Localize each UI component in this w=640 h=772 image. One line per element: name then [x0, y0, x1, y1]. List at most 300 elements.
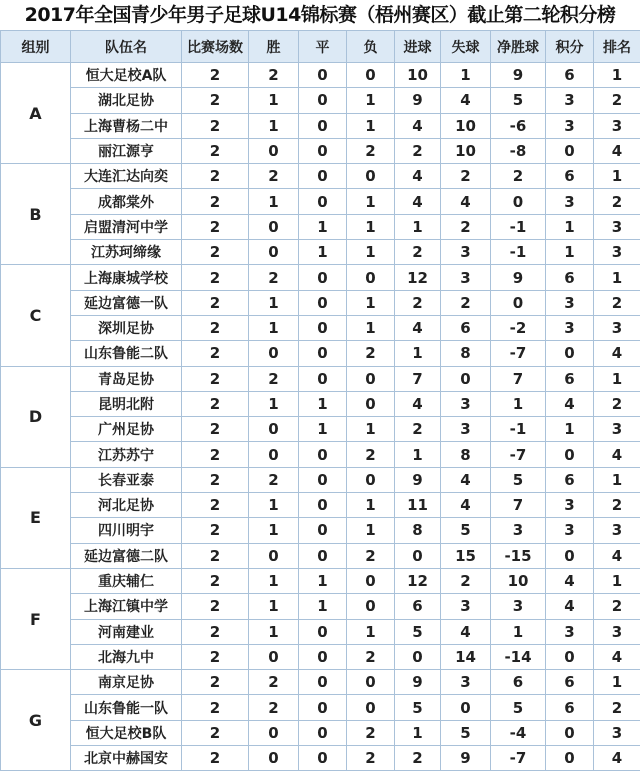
- losses-cell: 1: [347, 290, 395, 315]
- losses-cell: 2: [347, 644, 395, 669]
- team-name-cell: 大连汇达向奕: [71, 164, 182, 189]
- goal-diff-cell: -14: [491, 644, 546, 669]
- goals-against-cell: 3: [441, 670, 491, 695]
- played-cell: 2: [182, 518, 249, 543]
- team-name-cell: 山东鲁能一队: [71, 695, 182, 720]
- played-cell: 2: [182, 88, 249, 113]
- goals-against-cell: 4: [441, 189, 491, 214]
- wins-cell: 2: [249, 366, 299, 391]
- points-cell: 6: [546, 670, 594, 695]
- table-row: [1, 366, 640, 391]
- wins-cell: 2: [249, 265, 299, 290]
- goals-for-cell: 1: [395, 720, 441, 745]
- losses-cell: 0: [347, 391, 395, 416]
- wins-cell: 0: [249, 138, 299, 163]
- table-row: [1, 214, 640, 239]
- rank-cell: 4: [594, 543, 640, 568]
- draws-cell: 0: [299, 290, 347, 315]
- played-cell: 2: [182, 695, 249, 720]
- team-name-cell: 启盟清河中学: [71, 214, 182, 239]
- played-cell: 2: [182, 366, 249, 391]
- points-cell: 0: [546, 341, 594, 366]
- played-cell: 2: [182, 670, 249, 695]
- losses-cell: 0: [347, 164, 395, 189]
- wins-cell: 1: [249, 568, 299, 593]
- losses-cell: 2: [347, 341, 395, 366]
- rank-cell: 2: [594, 290, 640, 315]
- draws-cell: 0: [299, 720, 347, 745]
- goals-for-cell: 10: [395, 63, 441, 88]
- draws-cell: 0: [299, 63, 347, 88]
- goal-diff-cell: 9: [491, 265, 546, 290]
- goals-against-cell: 2: [441, 164, 491, 189]
- goals-for-cell: 6: [395, 594, 441, 619]
- goals-against-cell: 4: [441, 619, 491, 644]
- rank-cell: 3: [594, 720, 640, 745]
- goals-against-cell: 2: [441, 290, 491, 315]
- goals-for-cell: 12: [395, 265, 441, 290]
- points-cell: 1: [546, 214, 594, 239]
- table-row: [1, 543, 640, 568]
- table-row: [1, 493, 640, 518]
- draws-cell: 0: [299, 619, 347, 644]
- played-cell: 2: [182, 290, 249, 315]
- goals-for-cell: 4: [395, 189, 441, 214]
- team-name-cell: 长春亚泰: [71, 467, 182, 492]
- draws-cell: 1: [299, 214, 347, 239]
- group-label: B: [1, 164, 71, 265]
- goal-diff-cell: -1: [491, 417, 546, 442]
- team-name-cell: 山东鲁能二队: [71, 341, 182, 366]
- team-name-cell: 上海江镇中学: [71, 594, 182, 619]
- draws-cell: 0: [299, 670, 347, 695]
- rank-cell: 3: [594, 214, 640, 239]
- draws-cell: 0: [299, 467, 347, 492]
- points-cell: 3: [546, 315, 594, 340]
- played-cell: 2: [182, 240, 249, 265]
- draws-cell: 1: [299, 391, 347, 416]
- points-cell: 3: [546, 518, 594, 543]
- played-cell: 2: [182, 189, 249, 214]
- rank-cell: 1: [594, 467, 640, 492]
- header-draws: 平: [299, 31, 347, 63]
- losses-cell: 1: [347, 113, 395, 138]
- table-row: [1, 594, 640, 619]
- header-wins: 胜: [249, 31, 299, 63]
- rank-cell: 3: [594, 113, 640, 138]
- points-cell: 6: [546, 467, 594, 492]
- played-cell: 2: [182, 315, 249, 340]
- goals-for-cell: 4: [395, 391, 441, 416]
- team-name-cell: 上海曹杨二中: [71, 113, 182, 138]
- team-name-cell: 广州足协: [71, 417, 182, 442]
- goals-against-cell: 0: [441, 366, 491, 391]
- wins-cell: 0: [249, 417, 299, 442]
- goals-for-cell: 0: [395, 543, 441, 568]
- rank-cell: 1: [594, 366, 640, 391]
- team-name-cell: 成都棠外: [71, 189, 182, 214]
- goals-against-cell: 1: [441, 63, 491, 88]
- table-row: [1, 442, 640, 467]
- goals-for-cell: 0: [395, 644, 441, 669]
- goal-diff-cell: 5: [491, 88, 546, 113]
- points-cell: 4: [546, 594, 594, 619]
- goal-diff-cell: 0: [491, 189, 546, 214]
- rank-cell: 3: [594, 315, 640, 340]
- points-cell: 1: [546, 240, 594, 265]
- team-name-cell: 南京足协: [71, 670, 182, 695]
- played-cell: 2: [182, 568, 249, 593]
- team-name-cell: 青岛足协: [71, 366, 182, 391]
- played-cell: 2: [182, 341, 249, 366]
- team-name-cell: 延边富德二队: [71, 543, 182, 568]
- goals-against-cell: 3: [441, 265, 491, 290]
- losses-cell: 1: [347, 240, 395, 265]
- draws-cell: 0: [299, 746, 347, 771]
- goals-against-cell: 4: [441, 493, 491, 518]
- group-label: G: [1, 670, 71, 771]
- losses-cell: 0: [347, 265, 395, 290]
- group-label: C: [1, 265, 71, 366]
- wins-cell: 1: [249, 391, 299, 416]
- wins-cell: 2: [249, 695, 299, 720]
- draws-cell: 0: [299, 644, 347, 669]
- played-cell: 2: [182, 467, 249, 492]
- goals-against-cell: 10: [441, 113, 491, 138]
- team-name-cell: 江苏珂缔缘: [71, 240, 182, 265]
- goals-for-cell: 9: [395, 467, 441, 492]
- played-cell: 2: [182, 543, 249, 568]
- goals-for-cell: 2: [395, 746, 441, 771]
- goals-for-cell: 11: [395, 493, 441, 518]
- draws-cell: 0: [299, 518, 347, 543]
- rank-cell: 1: [594, 164, 640, 189]
- table-row: [1, 695, 640, 720]
- goal-diff-cell: -7: [491, 341, 546, 366]
- goal-diff-cell: -7: [491, 442, 546, 467]
- wins-cell: 0: [249, 214, 299, 239]
- losses-cell: 1: [347, 214, 395, 239]
- losses-cell: 0: [347, 695, 395, 720]
- rank-cell: 3: [594, 619, 640, 644]
- page-title: 2017年全国青少年男子足球U14锦标赛（梧州赛区）截止第二轮积分榜: [24, 4, 616, 26]
- draws-cell: 1: [299, 240, 347, 265]
- points-cell: 3: [546, 619, 594, 644]
- rank-cell: 3: [594, 240, 640, 265]
- goals-against-cell: 6: [441, 315, 491, 340]
- losses-cell: 0: [347, 63, 395, 88]
- table-row: [1, 113, 640, 138]
- goal-diff-cell: 7: [491, 366, 546, 391]
- group-label: D: [1, 366, 71, 467]
- goal-diff-cell: 2: [491, 164, 546, 189]
- losses-cell: 1: [347, 417, 395, 442]
- header-points: 积分: [546, 31, 594, 63]
- points-cell: 0: [546, 644, 594, 669]
- points-cell: 6: [546, 695, 594, 720]
- wins-cell: 0: [249, 341, 299, 366]
- table-row: [1, 467, 640, 492]
- played-cell: 2: [182, 113, 249, 138]
- played-cell: 2: [182, 442, 249, 467]
- goal-diff-cell: -6: [491, 113, 546, 138]
- wins-cell: 0: [249, 720, 299, 745]
- goals-for-cell: 9: [395, 670, 441, 695]
- goals-against-cell: 2: [441, 214, 491, 239]
- played-cell: 2: [182, 214, 249, 239]
- draws-cell: 1: [299, 568, 347, 593]
- points-cell: 6: [546, 366, 594, 391]
- draws-cell: 0: [299, 493, 347, 518]
- table-row: [1, 619, 640, 644]
- goals-for-cell: 5: [395, 619, 441, 644]
- goals-for-cell: 2: [395, 417, 441, 442]
- wins-cell: 1: [249, 189, 299, 214]
- table-row: [1, 417, 640, 442]
- header-rank: 排名: [594, 31, 640, 63]
- goals-for-cell: 8: [395, 518, 441, 543]
- points-cell: 6: [546, 265, 594, 290]
- team-name-cell: 河北足协: [71, 493, 182, 518]
- rank-cell: 2: [594, 695, 640, 720]
- losses-cell: 1: [347, 493, 395, 518]
- wins-cell: 1: [249, 493, 299, 518]
- draws-cell: 0: [299, 695, 347, 720]
- points-cell: 4: [546, 568, 594, 593]
- table-row: [1, 189, 640, 214]
- rank-cell: 4: [594, 644, 640, 669]
- points-cell: 1: [546, 417, 594, 442]
- goals-for-cell: 1: [395, 442, 441, 467]
- wins-cell: 1: [249, 88, 299, 113]
- goal-diff-cell: 1: [491, 619, 546, 644]
- goals-for-cell: 2: [395, 138, 441, 163]
- draws-cell: 1: [299, 594, 347, 619]
- team-name-cell: 深圳足协: [71, 315, 182, 340]
- losses-cell: 0: [347, 594, 395, 619]
- rank-cell: 4: [594, 341, 640, 366]
- table-row: [1, 391, 640, 416]
- played-cell: 2: [182, 391, 249, 416]
- rank-cell: 1: [594, 670, 640, 695]
- team-name-cell: 恒大足校A队: [71, 63, 182, 88]
- draws-cell: 0: [299, 138, 347, 163]
- goals-for-cell: 12: [395, 568, 441, 593]
- goal-diff-cell: -1: [491, 240, 546, 265]
- team-name-cell: 河南建业: [71, 619, 182, 644]
- rank-cell: 4: [594, 138, 640, 163]
- goals-against-cell: 3: [441, 391, 491, 416]
- goal-diff-cell: -8: [491, 138, 546, 163]
- goal-diff-cell: 5: [491, 467, 546, 492]
- table-row: [1, 746, 640, 771]
- goals-for-cell: 4: [395, 315, 441, 340]
- header-goal-diff: 净胜球: [491, 31, 546, 63]
- wins-cell: 2: [249, 670, 299, 695]
- losses-cell: 2: [347, 720, 395, 745]
- header-row: [1, 31, 640, 63]
- goal-diff-cell: 9: [491, 63, 546, 88]
- goals-against-cell: 3: [441, 594, 491, 619]
- draws-cell: 1: [299, 417, 347, 442]
- table-row: [1, 315, 640, 340]
- team-name-cell: 昆明北附: [71, 391, 182, 416]
- losses-cell: 2: [347, 442, 395, 467]
- rank-cell: 2: [594, 594, 640, 619]
- goals-for-cell: 2: [395, 240, 441, 265]
- goal-diff-cell: 1: [491, 391, 546, 416]
- played-cell: 2: [182, 164, 249, 189]
- header-losses: 负: [347, 31, 395, 63]
- points-cell: 6: [546, 164, 594, 189]
- goal-diff-cell: -2: [491, 315, 546, 340]
- table-row: [1, 63, 640, 88]
- played-cell: 2: [182, 720, 249, 745]
- team-name-cell: 湖北足协: [71, 88, 182, 113]
- played-cell: 2: [182, 493, 249, 518]
- points-cell: 3: [546, 290, 594, 315]
- rank-cell: 1: [594, 265, 640, 290]
- points-cell: 3: [546, 493, 594, 518]
- points-cell: 6: [546, 63, 594, 88]
- table-row: [1, 644, 640, 669]
- team-name-cell: 北海九中: [71, 644, 182, 669]
- points-cell: 0: [546, 746, 594, 771]
- team-name-cell: 江苏苏宁: [71, 442, 182, 467]
- losses-cell: 1: [347, 189, 395, 214]
- group-label: E: [1, 467, 71, 568]
- wins-cell: 1: [249, 619, 299, 644]
- points-cell: 0: [546, 442, 594, 467]
- wins-cell: 0: [249, 240, 299, 265]
- goal-diff-cell: 0: [491, 290, 546, 315]
- goal-diff-cell: 3: [491, 518, 546, 543]
- played-cell: 2: [182, 63, 249, 88]
- wins-cell: 1: [249, 594, 299, 619]
- played-cell: 2: [182, 138, 249, 163]
- draws-cell: 0: [299, 543, 347, 568]
- draws-cell: 0: [299, 315, 347, 340]
- goal-diff-cell: 10: [491, 568, 546, 593]
- rank-cell: 4: [594, 746, 640, 771]
- goals-for-cell: 2: [395, 290, 441, 315]
- draws-cell: 0: [299, 88, 347, 113]
- wins-cell: 0: [249, 442, 299, 467]
- draws-cell: 0: [299, 442, 347, 467]
- wins-cell: 2: [249, 63, 299, 88]
- group-label: A: [1, 63, 71, 164]
- team-name-cell: 四川明宇: [71, 518, 182, 543]
- losses-cell: 0: [347, 670, 395, 695]
- header-goals-against: 失球: [441, 31, 491, 63]
- losses-cell: 1: [347, 88, 395, 113]
- points-cell: 0: [546, 543, 594, 568]
- goals-against-cell: 14: [441, 644, 491, 669]
- losses-cell: 1: [347, 619, 395, 644]
- table-row: [1, 164, 640, 189]
- goals-against-cell: 8: [441, 442, 491, 467]
- goal-diff-cell: -4: [491, 720, 546, 745]
- table-row: [1, 518, 640, 543]
- losses-cell: 0: [347, 568, 395, 593]
- goals-against-cell: 3: [441, 240, 491, 265]
- goals-for-cell: 4: [395, 113, 441, 138]
- wins-cell: 1: [249, 518, 299, 543]
- draws-cell: 0: [299, 189, 347, 214]
- rank-cell: 2: [594, 391, 640, 416]
- draws-cell: 0: [299, 265, 347, 290]
- table-row: [1, 138, 640, 163]
- team-name-cell: 上海康城学校: [71, 265, 182, 290]
- rank-cell: 1: [594, 568, 640, 593]
- losses-cell: 2: [347, 138, 395, 163]
- goals-against-cell: 4: [441, 467, 491, 492]
- rank-cell: 2: [594, 88, 640, 113]
- points-cell: 3: [546, 113, 594, 138]
- rank-cell: 4: [594, 442, 640, 467]
- wins-cell: 2: [249, 164, 299, 189]
- goals-against-cell: 9: [441, 746, 491, 771]
- wins-cell: 0: [249, 746, 299, 771]
- header-group: 组别: [1, 31, 71, 63]
- goal-diff-cell: 6: [491, 670, 546, 695]
- table-row: [1, 265, 640, 290]
- draws-cell: 0: [299, 366, 347, 391]
- goals-against-cell: 5: [441, 518, 491, 543]
- goals-for-cell: 1: [395, 214, 441, 239]
- rank-cell: 2: [594, 493, 640, 518]
- losses-cell: 0: [347, 467, 395, 492]
- goals-against-cell: 8: [441, 341, 491, 366]
- rank-cell: 1: [594, 63, 640, 88]
- wins-cell: 2: [249, 467, 299, 492]
- table-row: [1, 670, 640, 695]
- rank-cell: 2: [594, 189, 640, 214]
- goals-against-cell: 15: [441, 543, 491, 568]
- header-played: 比赛场数: [182, 31, 249, 63]
- losses-cell: 1: [347, 315, 395, 340]
- wins-cell: 1: [249, 113, 299, 138]
- table-row: [1, 568, 640, 593]
- goals-against-cell: 4: [441, 88, 491, 113]
- goals-against-cell: 5: [441, 720, 491, 745]
- losses-cell: 0: [347, 366, 395, 391]
- goals-for-cell: 7: [395, 366, 441, 391]
- losses-cell: 2: [347, 543, 395, 568]
- played-cell: 2: [182, 644, 249, 669]
- team-name-cell: 恒大足校B队: [71, 720, 182, 745]
- header-team: 队伍名: [71, 31, 182, 63]
- draws-cell: 0: [299, 341, 347, 366]
- team-name-cell: 重庆辅仁: [71, 568, 182, 593]
- table-row: [1, 341, 640, 366]
- points-cell: 0: [546, 138, 594, 163]
- goals-against-cell: 3: [441, 417, 491, 442]
- wins-cell: 1: [249, 290, 299, 315]
- table-row: [1, 290, 640, 315]
- goal-diff-cell: 5: [491, 695, 546, 720]
- goals-for-cell: 5: [395, 695, 441, 720]
- standings-table: [0, 30, 640, 771]
- team-name-cell: 北京中赫国安: [71, 746, 182, 771]
- wins-cell: 0: [249, 644, 299, 669]
- goal-diff-cell: 3: [491, 594, 546, 619]
- wins-cell: 0: [249, 543, 299, 568]
- goals-for-cell: 4: [395, 164, 441, 189]
- goals-for-cell: 1: [395, 341, 441, 366]
- losses-cell: 2: [347, 746, 395, 771]
- table-row: [1, 720, 640, 745]
